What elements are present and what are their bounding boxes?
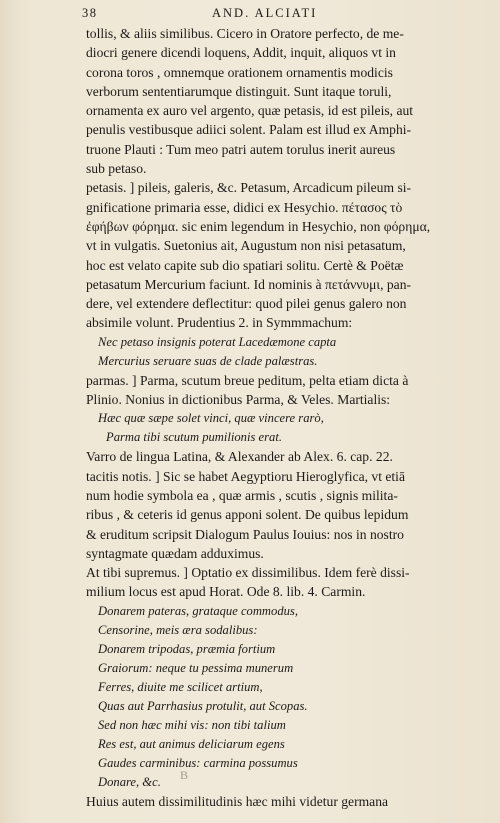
page-number: 38 (82, 6, 98, 20)
text-line: parmas. ] Parma, scutum breue peditum, pelta etiam dicta à (86, 372, 409, 388)
verse-line: Ferres, diuite me scilicet artium, (98, 679, 263, 694)
verse-line: Mercurius seruare suas de clade palæstras. (98, 353, 318, 368)
text-line: ribus , & ceteris id genus apponi solent. De quibus lepidum (86, 507, 409, 523)
text-line: milium locus est apud Horat. Ode 8. lib. 4. Carmin. (86, 584, 366, 600)
text-line: petasis. ] pileis, galeris, &c. Petasum, Arcadicum pileum si- (86, 180, 412, 196)
text-line: hoc est velato capite sub dio spatiari solitu. Certè & Poëtæ (86, 257, 404, 273)
text-line: syntagmate quædam adduximus. (86, 545, 264, 561)
verse-line: Nec petaso insignis poterat Lacedæmone capta (98, 334, 337, 349)
text-line: penulis vestibusque adiici solent. Palam est illud ex Amphi- (86, 122, 412, 138)
text-line: vt in vulgatis. Suetonius ait, Augustum non nisi petasatum, (86, 238, 406, 254)
text-line: ornamenta ex auro vel argento, quæ petasis, id est pileis, aut (86, 103, 414, 119)
text-line: At tibi supremus. ] Optatio ex dissimilibus. Idem ferè dissi- (86, 565, 410, 581)
running-header (82, 6, 482, 22)
text-line: sub petaso. (86, 161, 147, 177)
verse-line: Gaudes carminibus: carmina possumus (98, 755, 298, 770)
text-line: ἐφήβων φόρημα. sic enim legendum in Hesychio, non φόρημα, (86, 218, 431, 234)
verse-line: Donarem pateras, grataque commodus, (98, 603, 298, 618)
text-line: absimile volunt. Prudentius 2. in Symmmachum: (86, 315, 353, 331)
verse-line: Parma tibi scutum pumilionis erat. (106, 430, 282, 445)
text-line: corona toros , omnemque orationem ornamentis modicis (86, 64, 393, 80)
text-line: dere, vel extendere deflectitur: quod pilei genus galero non (86, 296, 407, 312)
text-line: tollis, & aliis similibus. Cicero in Oratore perfecto, de me- (86, 26, 404, 41)
verse-line: Censorine, meis æra sodalibus: (98, 622, 258, 637)
text-line: verborum sententiarumque distinguit. Sunt itaque toruli, (86, 83, 392, 99)
text-line: Plinio. Nonius in dictionibus Parma, & Veles. Martialis: (86, 392, 391, 408)
verse-line: Graiorum: neque tu pessima munerum (98, 660, 294, 675)
text-line: tacitis notis. ] Sic se habet Aegyptioru Hieroglyfica, vt etiā (86, 468, 405, 484)
text-line: gnificatione primaria esse, didici ex Hesychio. πέτασος τὸ (86, 199, 403, 215)
text-line: Huius autem dissimilitudinis hæc mihi videtur germana (86, 793, 389, 809)
text-line: truone Plauti : Tum meo patri autem torulus inerit aureus (86, 141, 396, 157)
verse-line: Sed non hæc mihi vis: non tibi talium (98, 717, 286, 732)
text-line: petasatum Mercurium faciunt. Id nominis à πετάννυμι, pan- (86, 276, 412, 292)
signature-mark: B (180, 768, 189, 782)
verse-line: Hæc quæ sæpe solet vinci, quæ vincere rarò, (98, 411, 324, 426)
verse-line: Donare, &c. (98, 774, 161, 789)
text-line: num hodie symbola ea , quæ armis , scutis , signis milita- (86, 487, 398, 503)
text-line: Varro de lingua Latina, & Alexander ab Alex. 6. cap. 22. (86, 449, 393, 465)
text-line: & eruditum scripsit Dialogum Paulus Iouius: nos in nostro (86, 526, 404, 542)
verse-line: Res est, aut animus deliciarum egens (98, 736, 285, 751)
running-head: AND. ALCIATI (212, 6, 318, 20)
verse-line: Quas aut Parrhasius protulit, aut Scopas. (98, 698, 308, 713)
verse-line: Donarem tripodas, præmia fortium (98, 641, 276, 656)
text-line: diocri genere dicendi loquens, Addit, inquit, aliquos vt in (86, 45, 396, 61)
page-text (86, 24, 490, 811)
